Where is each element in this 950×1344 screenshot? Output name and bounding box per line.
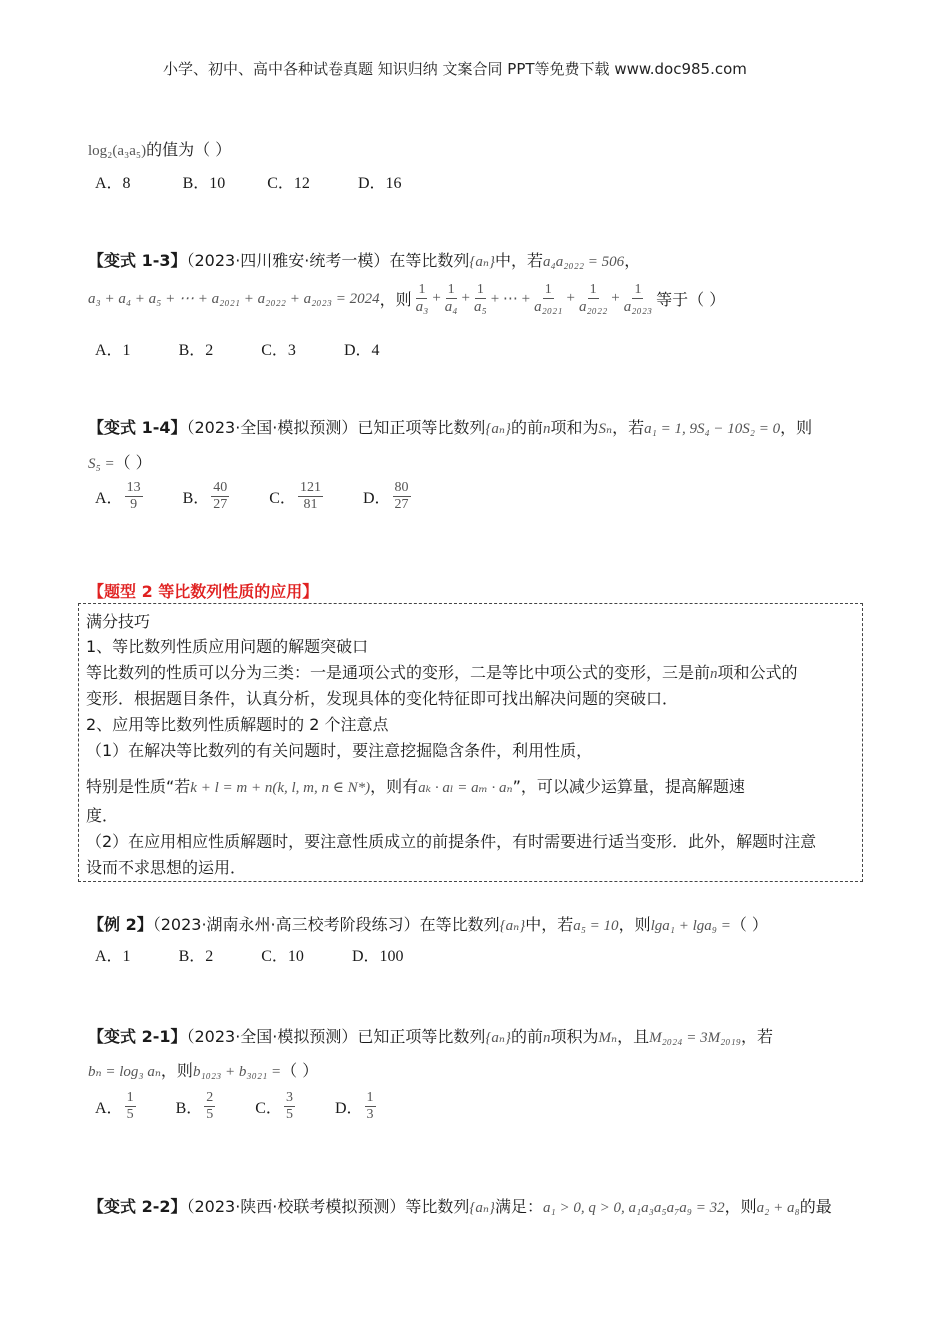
prev-options <box>95 170 402 193</box>
plus-sign: + <box>611 290 620 306</box>
condition: M₂₀₂₄ = 3M₂₀₁₉ <box>649 1030 741 1046</box>
sum-symbol: Sₙ <box>598 421 613 437</box>
variant-1-3-options <box>95 337 380 360</box>
condition: a₅ = 10 <box>573 918 619 934</box>
option-d-label: D． <box>334 1100 363 1117</box>
variant-source: （2023·四川雅安·统考一模）在等比数列 <box>186 251 470 270</box>
variant-2-1-line2 <box>88 1058 318 1081</box>
answer-paren: （ ） <box>281 1061 319 1080</box>
tips-line-2a: 等比数列的性质可以分为三类：一是通项公式的变形，二是等比中项公式的变形，三是前 <box>86 663 711 682</box>
tips-line-6b: ，则有 <box>370 777 419 796</box>
variant-1-3-line2 <box>88 282 725 315</box>
option-d: D．16 <box>357 175 402 192</box>
tips-line-1: 1、等比数列性质应用问题的解题突破口 <box>86 637 369 656</box>
example-2-options <box>95 943 404 966</box>
tips-line-6c: ”，可以减少运算量，提高解题速 <box>512 777 745 796</box>
variant-tag: 【变式 1-3】 <box>88 251 187 270</box>
option-c-label: C． <box>269 490 296 507</box>
property-formula: k + l = m + n(k, l, m, n ∈ N*) <box>190 780 371 796</box>
option-d: D．4 <box>343 342 380 359</box>
text-equals: 等于（ ） <box>656 290 726 309</box>
answer-paren: （ ） <box>730 915 768 934</box>
tips-line-3: 变形．根据题目条件，认真分析，发现具体的变化特征即可找出解决问题的突破口． <box>86 689 679 708</box>
expression: b₁₀₂₃ + b₃₀₂₁ = <box>192 1064 282 1080</box>
variant-source: （2023·陕西·校联考模拟预测）等比数列 <box>186 1197 470 1216</box>
prev-question-tail: 的值为（ ） <box>146 140 232 159</box>
plus-sign: + <box>432 290 441 306</box>
option-b-fraction: $\frac{2}{5}$ <box>206 1090 214 1122</box>
option-b: B．10 <box>182 175 226 192</box>
sequence-symbol: {aₙ} <box>469 1200 495 1216</box>
option-d: D．100 <box>351 948 404 965</box>
tips-line-2 <box>86 660 798 683</box>
condition-sum: a₃ + a₄ + a₅ + ⋯ + a₂₀₂₁ + a₂₀₂₂ + a₂₀₂₃ = 2024 <box>88 291 380 307</box>
text-mid4: ，若 <box>740 1027 773 1046</box>
sequence-symbol: {aₙ} <box>469 254 495 270</box>
option-a-fraction: $\frac{13}{9}$ <box>126 480 141 512</box>
fraction-6: $\frac{1}{\text{a₂₀₂₃}}$ <box>623 282 653 315</box>
expression: a₂ + a₈ <box>756 1200 800 1216</box>
variant-2-1-options <box>95 1090 378 1123</box>
option-c-label: C． <box>255 1100 282 1117</box>
plus-sign: + <box>566 290 575 306</box>
option-c-fraction: $\frac{121}{81}$ <box>299 480 321 512</box>
sequence-symbol: {aₙ} <box>499 918 526 934</box>
product-symbol: Mₙ <box>598 1030 618 1046</box>
text-then: ，则 <box>379 290 412 309</box>
variant-source: （2023·全国·模拟预测）已知正项等比数列 <box>186 418 486 437</box>
condition: a₁ = 1, 9S₄ − 10S₂ = 0 <box>644 421 781 437</box>
text-mid: 的前 <box>510 1027 543 1046</box>
s5-symbol: S₅ = <box>88 456 115 472</box>
tips-line-6 <box>86 774 745 797</box>
text-then: ，则 <box>780 418 813 437</box>
page-header: 小学、初中、高中各种试卷真题 知识归纳 文案合同 PPT等免费下载 www.doc985.com <box>163 60 747 78</box>
option-c: C．10 <box>261 948 304 965</box>
text-mid: 的前 <box>510 418 543 437</box>
answer-paren: （ ） <box>114 453 152 472</box>
option-a: A．1 <box>95 342 131 359</box>
option-c-fraction: $\frac{3}{5}$ <box>285 1090 293 1122</box>
text-mid2: 项和为 <box>550 418 599 437</box>
variant-1-4-line1 <box>88 415 812 438</box>
bn-definition: bₙ = log₃ aₙ <box>88 1064 161 1080</box>
variant-1-4-line2 <box>88 450 152 473</box>
text-mid: 中，若 <box>525 915 574 934</box>
option-a-fraction: $\frac{1}{5}$ <box>126 1090 134 1122</box>
text-mid3: ，且 <box>617 1027 650 1046</box>
example-2-line1 <box>88 912 768 935</box>
fraction-4: $\frac{1}{\text{a₂₀₂₁}}$ <box>534 282 563 315</box>
variant-2-1-line1 <box>88 1024 773 1047</box>
variant-1-4-options <box>95 480 413 513</box>
text-mid2: 项积为 <box>550 1027 599 1046</box>
fraction-5: $\frac{1}{\text{a₂₀₂₂}}$ <box>578 282 608 315</box>
tips-line-5: （1）在解决等比数列的有关问题时，要注意挖掘隐含条件，利用性质， <box>86 741 593 760</box>
fraction-3: $\frac{1}{\text{a₅}}$ <box>473 282 487 315</box>
text-then: ，则 <box>618 915 651 934</box>
fraction-1: $\frac{1}{\text{a₃}}$ <box>415 282 429 315</box>
text-then: ，则 <box>724 1197 757 1216</box>
text-comma: ， <box>624 251 641 270</box>
option-d-fraction: $\frac{80}{27}$ <box>394 480 409 512</box>
option-a-label: A． <box>95 490 123 507</box>
text-mid3: ，若 <box>612 418 645 437</box>
option-b: B．2 <box>178 948 214 965</box>
math-log: log₂(a₃a₅) <box>88 143 147 159</box>
tips-line-7: 度． <box>86 806 119 825</box>
tips-line-4: 2、应用等比数列性质解题时的 2 个注意点 <box>86 715 389 734</box>
variant-source: （2023·全国·模拟预测）已知正项等比数列 <box>186 1027 486 1046</box>
variant-tag: 【变式 2-2】 <box>88 1197 187 1216</box>
option-c: C．12 <box>267 175 310 192</box>
section-heading: 【题型 2 等比数列性质的应用】 <box>88 582 319 601</box>
fraction-2: $\frac{1}{\text{a₄}}$ <box>444 282 458 315</box>
text-mid: 中，若 <box>494 251 543 270</box>
option-d-fraction: $\frac{1}{3}$ <box>366 1090 374 1122</box>
text-tail: 的最 <box>799 1197 832 1216</box>
tips-line-6a: 特别是性质“若 <box>86 777 191 796</box>
example-tag: 【例 2】 <box>88 915 153 934</box>
product-formula: aₖ · aₗ = aₘ · aₙ <box>418 780 513 796</box>
tips-line-8: （2）在应用相应性质解题时，要注意性质成立的前提条件，有时需要进行适当变形．此外，解题时注意 <box>86 832 817 851</box>
option-b-fraction: $\frac{40}{27}$ <box>213 480 228 512</box>
variant-tag: 【变式 2-1】 <box>88 1027 187 1046</box>
tips-line-9: 设而不求思想的运用． <box>86 858 247 877</box>
option-b-label: B． <box>182 490 210 507</box>
sequence-symbol: {aₙ} <box>485 421 511 437</box>
text-then: ，则 <box>160 1061 193 1080</box>
option-d-label: D． <box>362 490 391 507</box>
variant-2-2-line1 <box>88 1194 832 1217</box>
expression: lga₁ + lga₉ = <box>650 918 731 934</box>
option-a: A．1 <box>95 948 131 965</box>
condition-product: a₄a₂₀₂₂ = 506 <box>542 254 625 270</box>
condition: a₁ > 0, q > 0, a₁a₃a₅a₇a₉ = 32 <box>542 1200 725 1216</box>
var-n: n <box>542 1030 551 1046</box>
variant-1-3-line1 <box>88 248 640 271</box>
option-c: C．3 <box>261 342 296 359</box>
option-a-label: A． <box>95 1100 123 1117</box>
option-a: A．8 <box>95 175 131 192</box>
option-b-label: B． <box>175 1100 203 1117</box>
prev-question-line <box>88 137 231 160</box>
option-b: B．2 <box>178 342 214 359</box>
var-n: n <box>710 666 718 682</box>
ellipsis-sign: + ⋯ + <box>490 291 531 307</box>
tips-line-2b: 项和公式的 <box>717 663 798 682</box>
text-mid: 满足： <box>494 1197 543 1216</box>
tips-title: 满分技巧 <box>86 612 151 631</box>
sequence-symbol: {aₙ} <box>485 1030 511 1046</box>
var-n: n <box>542 421 551 437</box>
plus-sign: + <box>461 290 470 306</box>
example-source: （2023·湖南永州·高三校考阶段练习）在等比数列 <box>152 915 500 934</box>
variant-tag: 【变式 1-4】 <box>88 418 187 437</box>
